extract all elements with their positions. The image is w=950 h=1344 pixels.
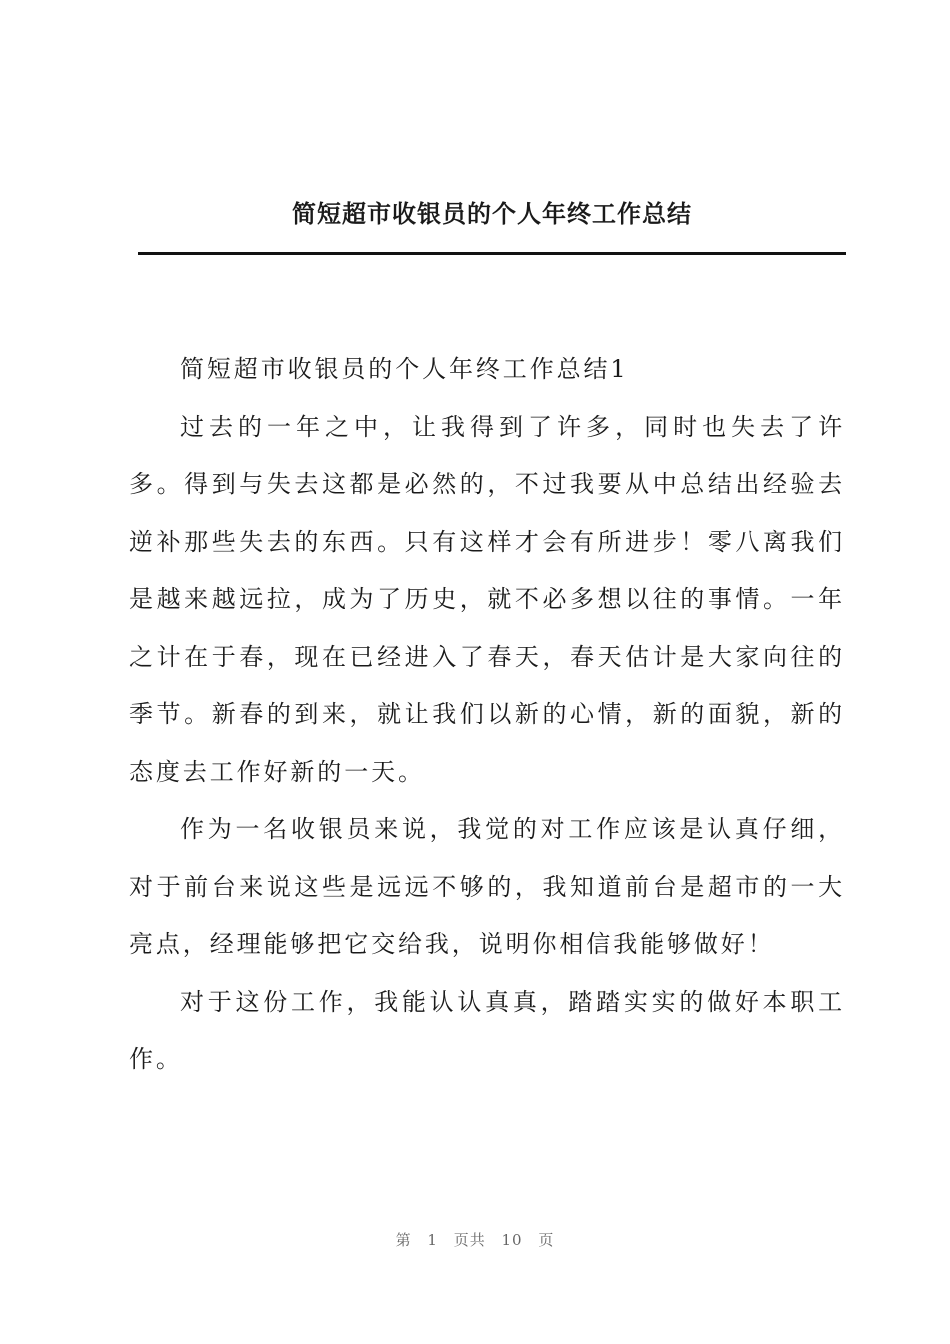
paragraph: 对于这份工作，我能认认真真，踏踏实实的做好本职工作。 bbox=[129, 987, 845, 1073]
paragraph: 作为一名收银员来说，我觉的对工作应该是认真仔细，对于前台来说这些是远远不够的，我知道前台是超市的一大亮点，经理能够把它交给我，说明你相信我能够做好！ bbox=[129, 815, 845, 958]
document-body bbox=[129, 341, 845, 1089]
footer-total-label: 页共 bbox=[453, 1231, 486, 1249]
footer-page-number: 1 bbox=[427, 1231, 438, 1249]
paragraph: 过去的一年之中，让我得到了许多，同时也失去了许多。得到与失去这都是必然的，不过我要从中总结出经验去逆补那些失去的东西。只有这样才会有所进步！零八离我们是越来越远拉，成为了历史，就不必多想以往的事情。一年之计在于春，现在已经进入了春天，春天估计是大家向往的季节。新春的到来，就让我们以新的心情，新的面貌，新的态度去工作好新的一天。 bbox=[129, 412, 845, 786]
title-underline-rule bbox=[138, 252, 846, 255]
paragraph-heading: 简短超市收银员的个人年终工作总结1 bbox=[180, 355, 629, 383]
footer-suffix: 页 bbox=[538, 1231, 555, 1249]
footer-page-label: 第 bbox=[395, 1231, 412, 1249]
document-title: 简短超市收银员的个人年终工作总结 bbox=[292, 199, 692, 228]
page-footer bbox=[0, 1229, 950, 1250]
footer-total-pages: 10 bbox=[501, 1231, 523, 1249]
